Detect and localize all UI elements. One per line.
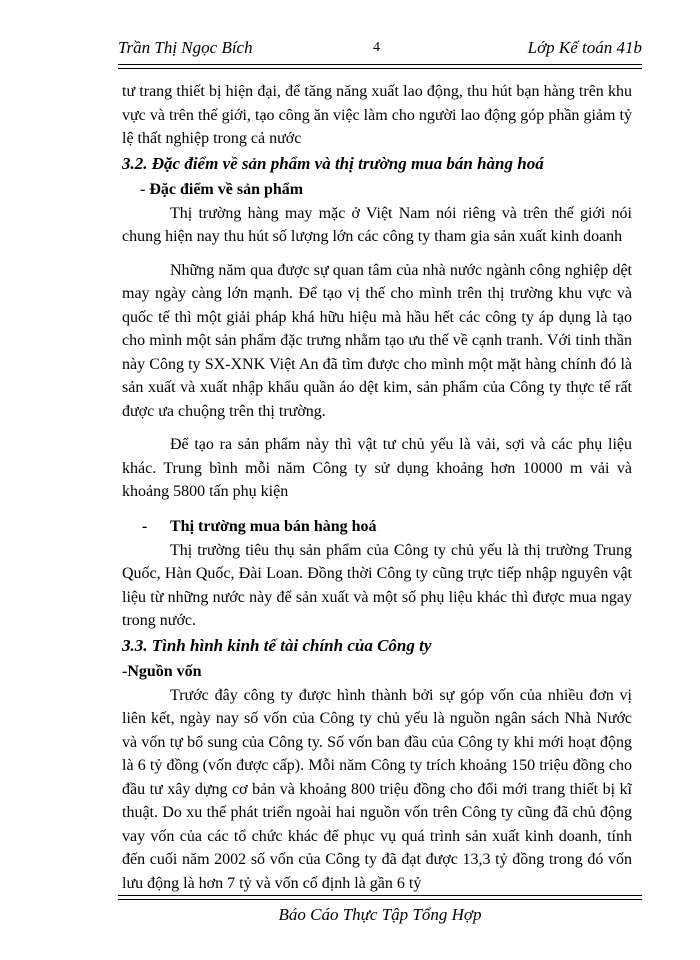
bullet-market-heading (122, 514, 632, 539)
subheading-product: - Đặc điểm về sản phẩm (140, 180, 304, 198)
page-number: 4 (373, 40, 380, 55)
paragraph-materials: Để tạo ra sản phẩm này thì vật tư chủ yếu là vải, sợi và các phụ liệu khác. Trung bình mỗi năm Công ty sử dụng khoảng hơn 10000 m vải và khoảng 5800 tấn phụ kiện (122, 436, 632, 500)
page-footer: Báo Cáo Thực Tập Tổng Hợp (278, 905, 482, 924)
bullet-market-label: Thị trường mua bán hàng hoá (170, 517, 377, 535)
page-body (122, 80, 632, 895)
subheading-capital: -Nguồn vốn (122, 662, 202, 680)
heading-3-3: 3.3. Tình hình kinh tế tài chính của Công ty (122, 635, 432, 655)
header-rule (118, 64, 642, 65)
header-rule-thin (118, 68, 642, 69)
footer-rule-thin (118, 899, 642, 900)
heading-3-2: 3.2. Đặc điểm về sản phẩm và thị trường mua bán hàng hoá (122, 153, 544, 173)
paragraph-capital: Trước đây công ty được hình thành bởi sự góp vốn của nhiều đơn vị liên kết, ngày nay số vốn của Công ty chủ yếu là nguồn ngân sách Nhà Nước và vốn tự bổ sung của Công ty. Số vốn ban đầu của Công ty khi mới hoạt động là 6 tỷ đồng (vốn được cấp). Mỗi năm Công ty trích khoảng 150 triệu đồng cho đầu tư xây dựng cơ bản và khoảng 800 triệu đồng cho đổi mới trang thiết bị kĩ thuật. Do xu thế phát triển ngoài hai nguồn vốn trên Công ty cũng đã chủ động vay vốn của các tổ chức khác để phục vụ quá trình sản xuất kinh doanh, tính đến cuối năm 2002 số vốn của Công ty đã đạt được 13,3 tỷ đồng trong đó vốn lưu động là hơn 7 tỷ và vốn cố định là gần 6 tỷ (122, 686, 632, 892)
header-author: Trần Thị Ngọc Bích (118, 38, 253, 57)
footer-rule (118, 895, 642, 896)
bullet-dash: - (142, 517, 148, 535)
page-header (118, 38, 642, 64)
paragraph-years: Những năm qua được sự quan tâm của nhà nước ngành công nghiệp dệt may ngày càng lớn mạnh. Để tạo vị thế cho mình trên thị trường khu vực và quốc tế thì một giải pháp khá hữu hiệu mà hầu hết các công ty áp dụng là tạo cho mình một sản phẩm đặc trưng nhằm tạo ưu thế về cạnh tranh. Với tinh thần này Công ty SX-XNK Việt An đã tìm được cho mình một mặt hàng chính đó là sản xuất và xuất nhập khẩu quần áo dệt kim, sản phẩm của Công ty thực tế rất được ưa chuộng trên thị trường. (122, 261, 632, 420)
paragraph-consumption: Thị trường tiêu thụ sản phẩm của Công ty chủ yếu là thị trường Trung Quốc, Hàn Quốc, Đài Loan. Đồng thời Công ty cũng trực tiếp nhập nguyên vật liệu từ những nước này để sản xuất và một số phụ liệu khác thì được mua ngay trong nước. (122, 541, 632, 629)
paragraph-market: Thị trường hàng may mặc ở Việt Nam nói riêng và trên thế giới nói chung hiện nay thu hút số lượng lớn các công ty tham gia sản xuất kinh doanh (122, 204, 632, 245)
header-class: Lớp Kế toán 41b (527, 38, 642, 57)
paragraph-intro: tư trang thiết bị hiện đại, để tăng năng xuất lao động, thu hút bạn hàng trên khu vực và trên thế giới, tạo công ăn việc làm cho người lao động góp phần giảm tỷ lệ thất nghiệp trong cả nước (122, 83, 632, 147)
